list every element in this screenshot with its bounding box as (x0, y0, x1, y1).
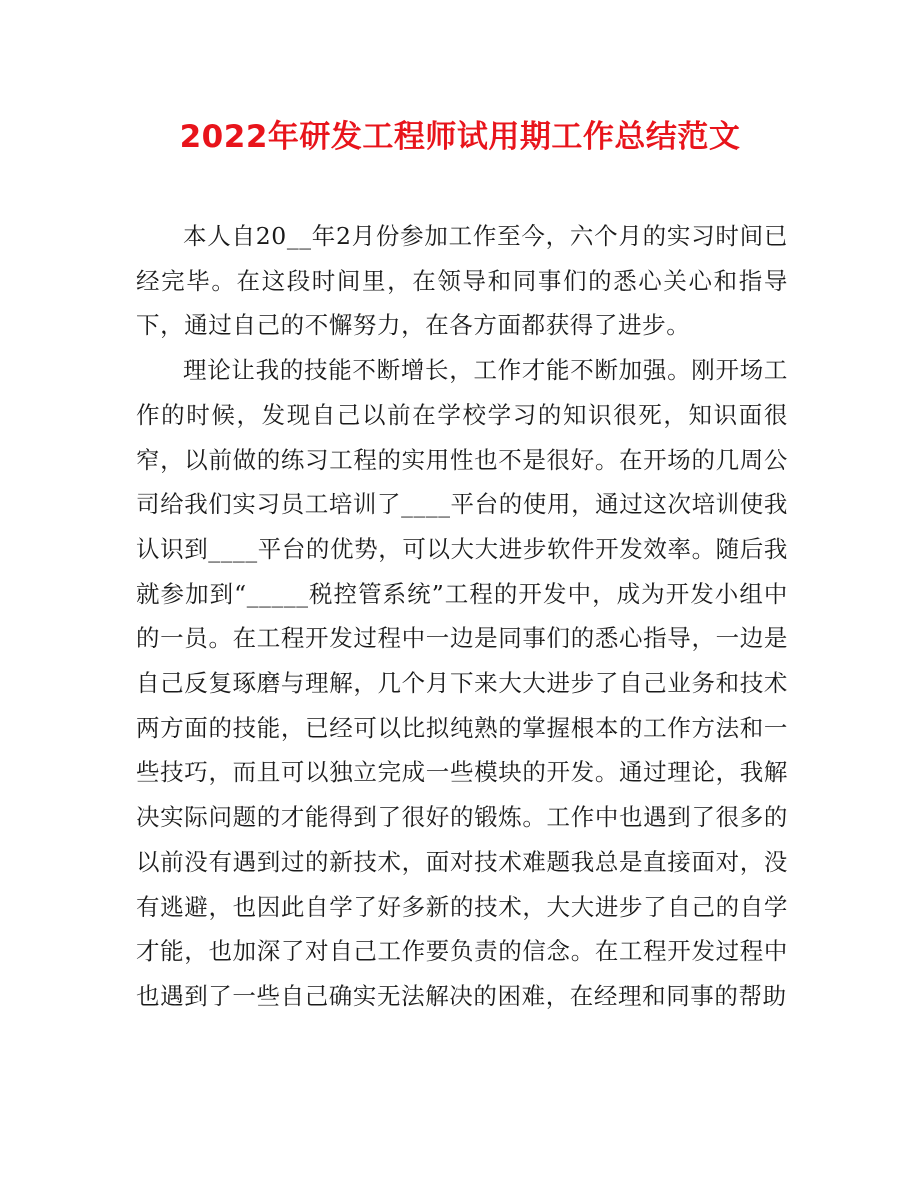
document-body (136, 214, 788, 1019)
paragraph-2: 理论让我的技能不断增长，工作才能不断加强。刚开场工作的时候，发现自己以前在学校学习的知识很死，知识面很窄，以前做的练习工程的实用性也不是很好。在开场的几周公司给我们实习员工培训了____平台的使用，通过这次培训使我认识到____平台的优势，可以大大进步软件开发效率。随后我就参加到“_____税控管系统”工程的开发中，成为开发小组中的一员。在工程开发过程中一边是同事们的悉心指导，一边是自己反复琢磨与理解，几个月下来大大进步了自己业务和技术两方面的技能，已经可以比拟纯熟的掌握根本的工作方法和一些技巧，而且可以独立完成一些模块的开发。通过理论，我解决实际问题的才能得到了很好的锻炼。工作中也遇到了很多的以前没有遇到过的新技术，面对技术难题我总是直接面对，没有逃避，也因此自学了好多新的技术，大大进步了自己的自学才能，也加深了对自己工作要负责的信念。在工程开发过程中也遇到了一些自己确实无法解决的困难，在经理和同事的帮助 (136, 356, 788, 1010)
paragraph-1: 本人自20__年2月份参加工作至今，六个月的实习时间已经完毕。在这段时间里，在领导和同事们的悉心关心和指导下，通过自己的不懈努力，在各方面都获得了进步。 (136, 222, 788, 340)
document-title: 2022年研发工程师试用期工作总结范文 (179, 119, 741, 155)
